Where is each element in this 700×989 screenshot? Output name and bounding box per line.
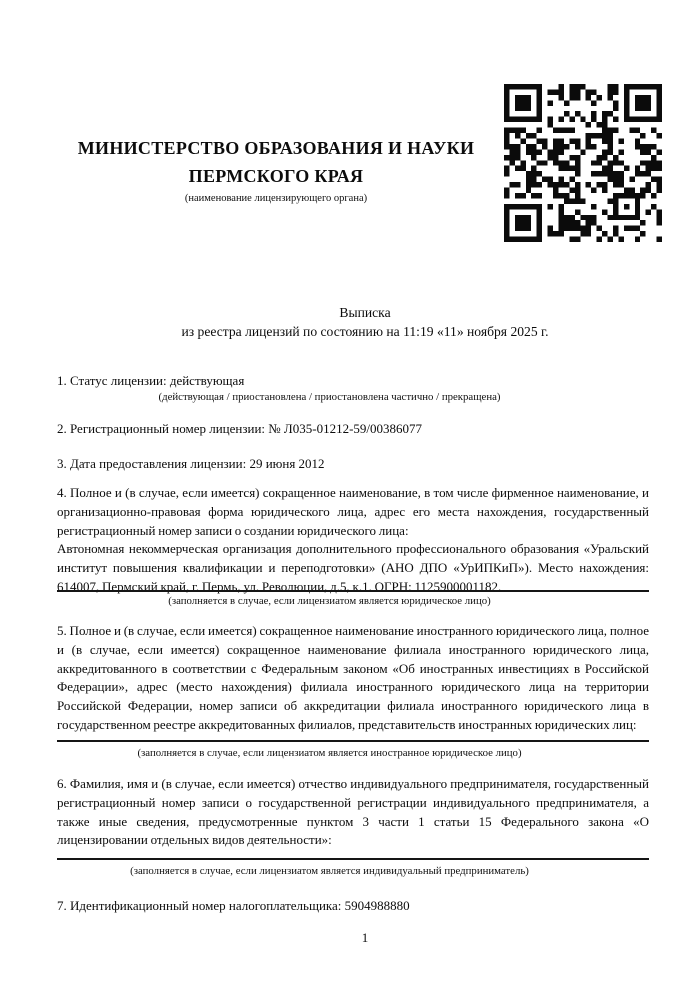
item-5-question: 5. Полное и (в случае, если имеется) сокращенное наименование иностранного юридического лица, полное и (в случае, если имеется) сокращенное наименование филиала иностранного юридического лица, аккредитованного в соответствии с Федеральным законом «Об иностранных инвестициях в Российской Федерации», адрес (место нахождения) филиала иностранного юридического лица на территории Российской Федерации, номер записи об аккредитации филиала иностранного юридического лица в государственном реестре аккредитованных филиалов, представительств иностранных юридических лиц: xyxy=(57,623,649,732)
document-subtitle: из реестра лицензий по состоянию на 11:19 «11» ноября 2025 г. xyxy=(181,323,549,339)
item-5-caption: (заполняется в случае, если лицензиатом является иностранное юридическое лицо) xyxy=(137,747,522,759)
item-4-question: 4. Полное и (в случае, если имеется) сокращенное наименование, в том числе фирменное наименование, и организационно-правовая форма юридического лица, адрес его места нахождения, государственный регистрационный номер записи о создании юридического лица: xyxy=(57,485,649,538)
ministry-name-line2: ПЕРМСКОГО КРАЯ xyxy=(188,166,364,186)
item-3-license-date xyxy=(57,455,649,474)
item-6-fill-line xyxy=(57,858,649,860)
item-4-fill-line xyxy=(57,590,649,592)
item-5-fill-line xyxy=(57,740,649,742)
item-3-value: 29 июня 2012 xyxy=(249,456,325,471)
licensing-authority-caption: (наименование лицензирующего органа) xyxy=(184,193,368,204)
document-title-block xyxy=(65,304,665,342)
item-7-label: 7. Идентификационный номер налогоплательщика: xyxy=(57,898,342,913)
item-5-foreign-entity-block xyxy=(57,622,649,735)
ministry-header xyxy=(57,134,495,206)
document-title: Выписка xyxy=(339,305,391,320)
qr-code-icon xyxy=(504,84,662,242)
ministry-name-line1: МИНИСТЕРСТВО ОБРАЗОВАНИЯ И НАУКИ xyxy=(77,138,475,158)
item-2-label: 2. Регистрационный номер лицензии: xyxy=(57,421,266,436)
item-6-entrepreneur-block xyxy=(57,775,649,850)
item-4-legal-entity-block xyxy=(57,484,649,597)
item-1-license-status xyxy=(57,372,649,391)
item-3-label: 3. Дата предоставления лицензии: xyxy=(57,456,247,471)
item-7-value: 5904988880 xyxy=(344,898,410,913)
item-2-value: № Л035-01212-59/00386077 xyxy=(268,421,423,436)
page-number: 1 xyxy=(361,930,369,945)
item-6-question: 6. Фамилия, имя и (в случае, если имеется) отчество индивидуального предпринимателя, государственный регистрационный номер записи о государственной регистрации индивидуального предпринимателя, а также иные сведения, предусмотренные пунктом 3 части 1 статьи 15 Федерального закона «О лицензировании отдельных видов деятельности»: xyxy=(57,776,649,848)
item-2-registration-number xyxy=(57,420,649,439)
item-1-options-caption: (действующая / приостановлена / приостановлена частично / прекращена) xyxy=(158,391,501,403)
item-6-caption: (заполняется в случае, если лицензиатом является индивидуальный предприниматель) xyxy=(130,865,529,877)
item-7-taxpayer-number xyxy=(57,897,649,916)
item-1-label: 1. Статус лицензии: xyxy=(57,373,167,388)
item-1-value: действующая xyxy=(169,373,245,388)
item-4-answer: Автономная некоммерческая организация дополнительного профессионального образования «Уральский институт повышения квалификации и переподготовки» (АНО ДПО «УрИПКиП»). Место нахождения: 614007, Пермский край, г. Пермь, ул. Революции, д.5, к.1. ОГРН: 1125900001182. xyxy=(57,541,649,594)
item-4-caption: (заполняется в случае, если лицензиатом является юридическое лицо) xyxy=(168,595,491,607)
